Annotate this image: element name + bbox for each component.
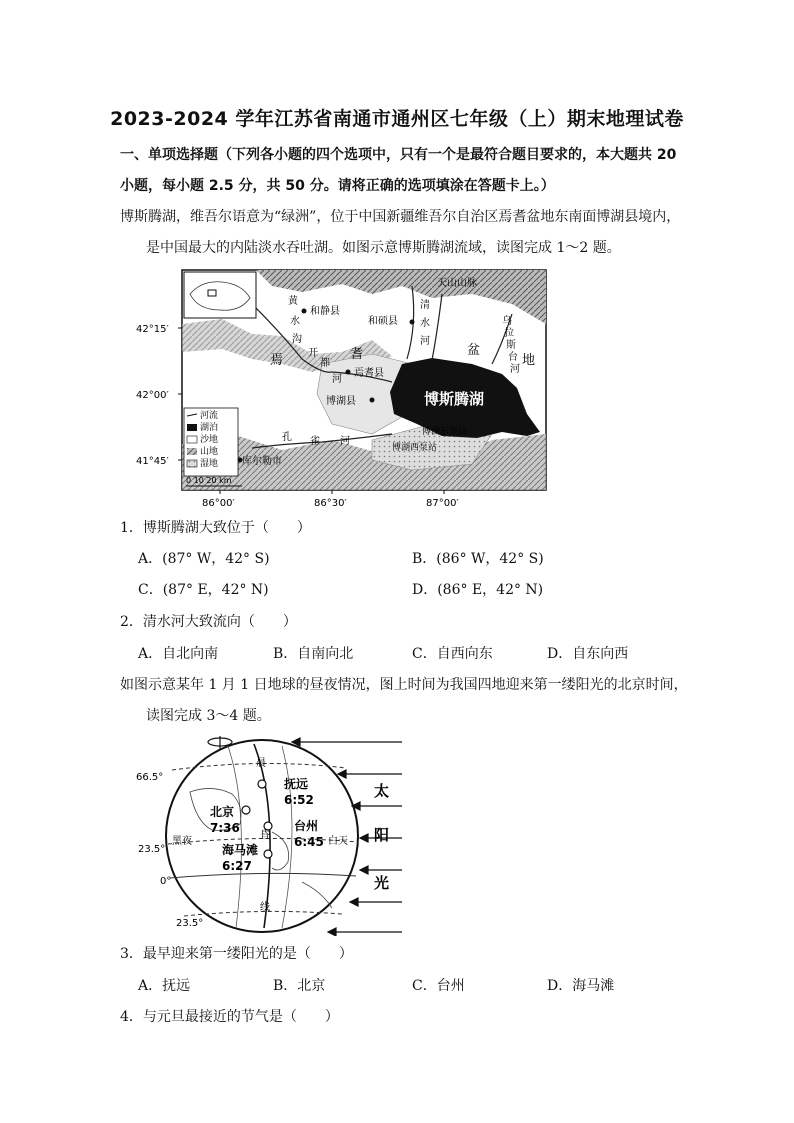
lake-label: 博斯腾湖 [424, 390, 485, 408]
passage1-line1: 博斯腾湖，维吾尔语意为“绿洲”，位于中国新疆维吾尔自治区焉耆盆地东南面博湖县境内， [120, 209, 681, 225]
sunlight-label: 光 [374, 874, 390, 892]
q1-option-c: C．(87° E，42° N) [138, 582, 269, 598]
area-label: 盆 [467, 343, 481, 358]
terminator-label: 昏 [260, 830, 270, 841]
river-label: 拉 [504, 328, 514, 339]
scale-bar: 0 10 20 km [186, 476, 232, 485]
river-label: 开 [308, 348, 318, 359]
city-name: 海马滩 [222, 843, 259, 857]
lat-label: 42°00′ [136, 390, 169, 401]
river-label: 水 [420, 318, 430, 329]
city-time: 7:36 [210, 821, 240, 835]
place-label: 博湖东泵站 [422, 427, 468, 437]
place-label: 焉耆县 [354, 368, 384, 379]
lat-label: 0° [160, 876, 172, 887]
q2-option-a: A．自北向南 [138, 646, 219, 662]
q2-stem: 2．清水河大致流向（ ） [120, 614, 297, 630]
area-label: 天山山脉 [437, 278, 477, 289]
night-label: 黑夜 [172, 836, 192, 847]
city-name: 抚远 [284, 777, 309, 791]
city-time: 6:27 [222, 859, 252, 873]
passage1-line2: 是中国最大的内陆淡水吞吐湖。如图示意博斯腾湖流域，读图完成 1～2 题。 [146, 240, 621, 256]
lat-label: 66.5° [136, 772, 164, 783]
q3-option-c: C．台州 [412, 978, 465, 994]
q3-stem: 3．最早迎来第一缕阳光的是（ ） [120, 946, 353, 962]
q1-option-d: D．(86° E，42° N) [412, 582, 544, 598]
legend-item: 山地 [200, 447, 219, 457]
q1-option-b: B．(86° W，42° S) [412, 551, 544, 567]
page-title: 2023-2024 学年江苏省南通市通州区七年级（上）期末地理试卷 [110, 108, 684, 130]
place-label: 博湖西泵站 [392, 443, 438, 453]
lat-label: 23.5° [176, 918, 204, 929]
river-label: 台 [508, 352, 518, 363]
legend-item: 沙地 [200, 435, 219, 445]
river-label: 河 [510, 364, 520, 375]
river-label: 乌 [502, 316, 512, 327]
lon-label: 86°00′ [202, 498, 235, 509]
earth-day-night-figure [132, 732, 422, 936]
q1-stem: 1．博斯腾湖大致位于（ ） [120, 520, 311, 536]
river-label: 都 [320, 358, 330, 369]
river-label: 河 [420, 336, 430, 347]
inset-map [184, 272, 256, 318]
city-time: 6:52 [284, 793, 314, 807]
section-heading-line1: 一、单项选择题（下列各小题的四个选项中，只有一个是最符合题目要求的，本大题共 20 [120, 147, 677, 163]
city-time: 6:45 [294, 835, 324, 849]
passage2-line2: 读图完成 3～4 题。 [146, 708, 271, 724]
river-label: 河 [340, 436, 350, 447]
city-name: 台州 [294, 819, 319, 833]
section-heading-line2: 小题，每小题 2.5 分，共 50 分。请将正确的选项填涂在答题卡上。） [120, 178, 555, 194]
river-label: 孔 [282, 432, 292, 443]
lon-label: 86°30′ [314, 498, 347, 509]
passage2-line1: 如图示意某年 1 月 1 日地球的昼夜情况，图上时间为我国四地迎来第一缕阳光的北京时间， [120, 677, 688, 693]
place-label: 库尔勒市 [242, 456, 282, 467]
q4-stem: 4．与元旦最接近的节气是（ ） [120, 1009, 339, 1025]
terminator-label: 线 [260, 902, 270, 913]
lon-label: 87°00′ [426, 498, 459, 509]
lat-label: 42°15′ [136, 324, 169, 335]
legend-item: 河流 [200, 411, 219, 421]
q2-option-c: C．自西向东 [412, 646, 493, 662]
bosten-lake-map [132, 264, 562, 514]
legend-item: 湿地 [200, 459, 219, 469]
q2-option-b: B．自南向北 [273, 646, 354, 662]
place-label: 和静县 [310, 306, 340, 317]
q3-option-b: B．北京 [273, 978, 326, 994]
q1-option-a: A．(87° W，42° S) [138, 551, 270, 567]
q3-option-a: A．抚远 [138, 978, 191, 994]
river-label: 水 [290, 316, 300, 327]
legend-item: 湖泊 [200, 423, 219, 433]
q2-option-d: D．自东向西 [547, 646, 629, 662]
day-label: 白天 [328, 836, 348, 847]
area-label: 地 [522, 353, 536, 368]
river-label: 河 [332, 374, 342, 385]
lat-label: 23.5° [138, 844, 166, 855]
river-label: 雀 [310, 436, 320, 447]
area-label: 耆 [350, 347, 364, 362]
place-label: 博湖县 [326, 396, 356, 407]
river-label: 斯 [506, 340, 516, 351]
terminator-label: 晨 [256, 758, 266, 769]
city-name: 北京 [210, 805, 235, 819]
sunlight-label: 阳 [374, 826, 390, 844]
lat-label: 41°45′ [136, 456, 169, 467]
river-label: 清 [420, 300, 430, 311]
place-label: 和硕县 [368, 316, 398, 327]
area-label: 焉 [270, 353, 284, 368]
sunlight-label: 太 [374, 782, 390, 800]
q3-option-d: D．海马滩 [547, 978, 615, 994]
river-label: 黄 [288, 296, 298, 307]
river-label: 沟 [292, 334, 302, 345]
